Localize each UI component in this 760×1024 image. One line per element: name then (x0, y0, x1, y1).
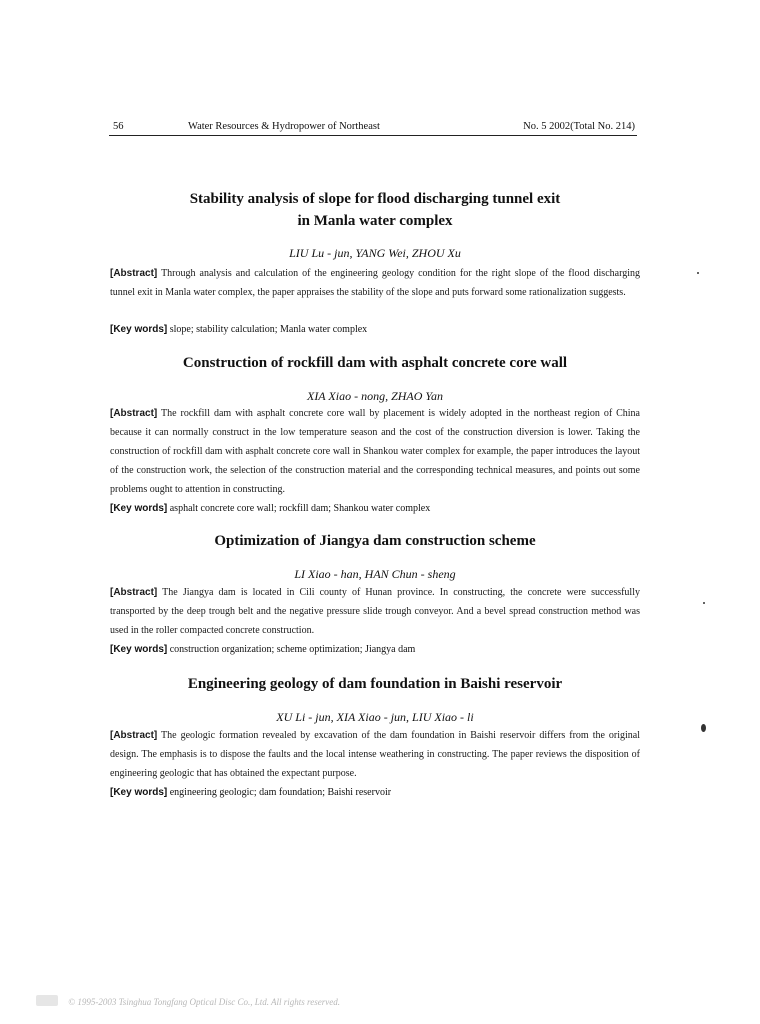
abstract-text: Through analysis and calculation of the engineering geology condition for the right slope of the flood discharging tunnel exit in Manla water complex, the paper appraises the stability of the slope and puts forward some rationalization suggests. (110, 268, 641, 298)
scan-speck (701, 724, 706, 732)
article-title-line: in Manla water complex (297, 213, 453, 229)
journal-name: Water Resources & Hydropower of Northeast (188, 121, 380, 132)
article-title: Construction of rockfill dam with asphalt concrete core wall (182, 355, 568, 371)
article-authors: LI Xiao - han, HAN Chun - sheng (294, 567, 456, 581)
article-authors: XU Li - jun, XIA Xiao - jun, LIU Xiao - li (276, 710, 474, 724)
keywords-text: asphalt concrete core wall; rockfill dam; Shankou water complex (169, 503, 431, 514)
scan-speck (697, 272, 699, 274)
article-abstract (110, 583, 640, 640)
article-authors: XIA Xiao - nong, ZHAO Yan (306, 389, 443, 403)
abstract-text: The Jiangya dam is located in Cili county of Hunan province. In constructing, the concrete were successfully transported by the deep trough belt and the negative pressure slide trough conveyor. And a bevel spread construction method was used in the roller compacted concrete construction. (110, 587, 640, 636)
scan-speck (703, 602, 705, 604)
abstract-text: The rockfill dam with asphalt concrete core wall by placement is widely adopted in the northeast region of China because it can normally construct in the low temperature season and the cost of the construction diversion is lower. Taking the construction of rockfill dam with asphalt concrete core wall in Shankou water complex for example, the paper introduces the layout of the construction work, the selection of the construction material and the corresponding technical measures, and points out some problems ought to attention in constructing. (110, 408, 640, 495)
article-title: Engineering geology of dam foundation in Baishi reservoir (187, 676, 563, 692)
article-abstract (110, 404, 640, 499)
issue-info: No. 5 2002(Total No. 214) (523, 121, 635, 132)
keywords-text: construction organization; scheme optimization; Jiangya dam (169, 644, 416, 655)
running-header (109, 120, 637, 136)
abstract-label: [Abstract] (110, 268, 158, 279)
publisher-logo-icon (36, 995, 58, 1006)
article-title-line: Stability analysis of slope for flood discharging tunnel exit (189, 191, 561, 207)
page-number: 56 (113, 121, 124, 132)
article-keywords (110, 323, 640, 337)
keywords-label: [Key words] (110, 644, 168, 655)
copyright-text: © 1995-2003 Tsinghua Tongfang Optical Disc Co., Ltd. All rights reserved. (68, 997, 340, 1007)
article-title (110, 188, 640, 232)
keywords-label: [Key words] (110, 787, 168, 798)
abstract-label: [Abstract] (110, 587, 158, 598)
copyright-footer (36, 995, 340, 1007)
article-keywords (110, 643, 640, 657)
keywords-label: [Key words] (110, 324, 168, 335)
article-keywords (110, 786, 640, 800)
article-authors: LIU Lu - jun, YANG Wei, ZHOU Xu (289, 246, 461, 260)
article-keywords (110, 502, 640, 516)
article-abstract (110, 726, 640, 783)
abstract-label: [Abstract] (110, 730, 158, 741)
keywords-text: slope; stability calculation; Manla water complex (169, 324, 368, 335)
abstract-text: The geologic formation revealed by excavation of the dam foundation in Baishi reservoir differs from the original design. The emphasis is to dispose the faults and the local intense weathering in constructing. The paper reviews the disposition of engineering geologic that has obtained the expectant purpose. (110, 730, 640, 779)
keywords-label: [Key words] (110, 503, 168, 514)
keywords-text: engineering geologic; dam foundation; Baishi reservoir (169, 787, 392, 798)
article-title: Optimization of Jiangya dam construction scheme (214, 533, 536, 549)
abstract-label: [Abstract] (110, 408, 158, 419)
article-abstract (110, 264, 640, 302)
